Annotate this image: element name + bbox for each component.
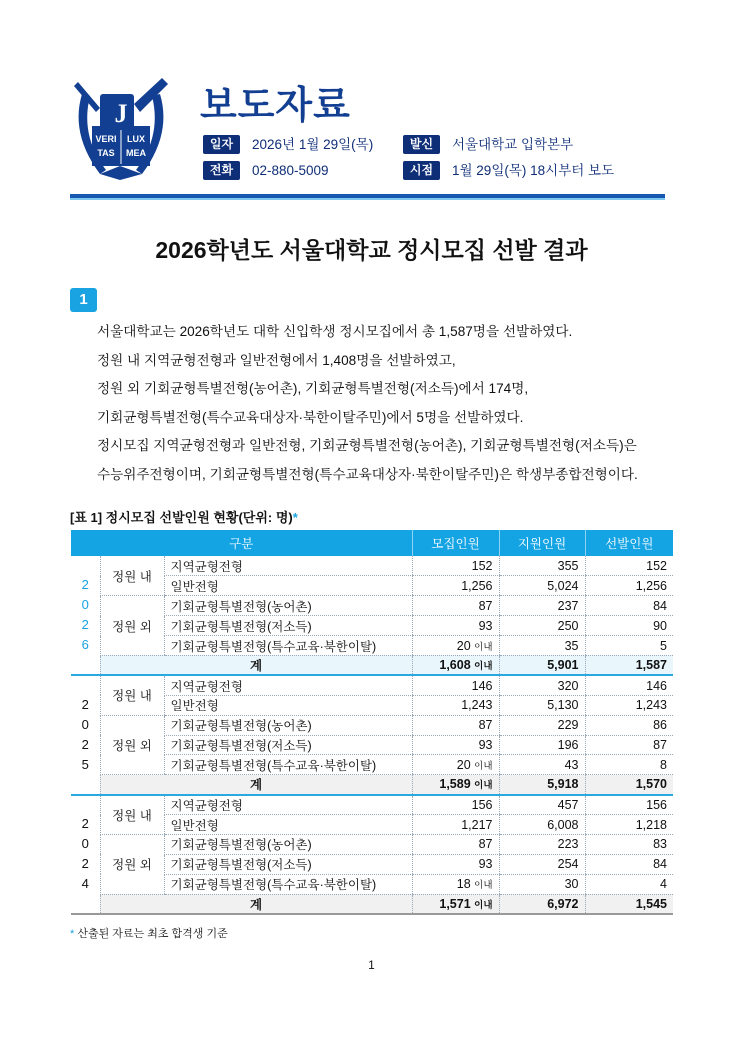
total-row [71, 655, 673, 675]
selected-cell: 8 [585, 755, 673, 775]
applicants-cell: 254 [499, 854, 585, 874]
selected-cell: 1,243 [585, 695, 673, 715]
header-selected: 선발인원 [585, 530, 673, 556]
body-line: 정원 외 기회균형특별전형(농어촌), 기회균형특별전형(저소득)에서 174명, [97, 381, 529, 397]
track-name: 기회균형특별전형(저소득) [164, 616, 412, 636]
total-label: 계 [100, 775, 412, 795]
quota-cell: 1,243 [412, 695, 499, 715]
selected-cell: 146 [585, 675, 673, 695]
selected-cell: 86 [585, 715, 673, 735]
body-line: 기회균형특별전형(특수교육대상자·북한이탈주민)에서 5명을 선발하였다. [97, 409, 524, 425]
applicants-cell: 250 [499, 616, 585, 636]
selected-cell: 90 [585, 616, 673, 636]
total-row [71, 775, 673, 795]
total-quota: 1,571 이내 [412, 894, 499, 914]
selected-cell: 152 [585, 556, 673, 576]
page-number: 1 [368, 958, 375, 972]
applicants-cell: 5,130 [499, 695, 585, 715]
applicants-cell: 237 [499, 596, 585, 616]
applicants-cell: 196 [499, 735, 585, 755]
total-label: 계 [100, 894, 412, 914]
applicants-cell: 43 [499, 755, 585, 775]
footnote [70, 925, 228, 941]
total-row [71, 894, 673, 914]
track-name: 지역균형전형 [164, 795, 412, 815]
track-name: 일반전형 [164, 695, 412, 715]
total-quota: 1,608 이내 [412, 655, 499, 675]
table-row [71, 556, 673, 576]
unit-label: 이내 [474, 880, 493, 892]
svg-text:LUX: LUX [127, 134, 145, 144]
quota-cell: 93 [412, 616, 499, 636]
selected-cell: 1,256 [585, 576, 673, 596]
track-name: 일반전형 [164, 815, 412, 835]
svg-text:MEA: MEA [126, 148, 146, 158]
group-cell: 정원 내 [100, 795, 164, 835]
applicants-cell: 355 [499, 556, 585, 576]
svg-text:TAS: TAS [97, 148, 115, 158]
quota-cell: 93 [412, 854, 499, 874]
track-name: 기회균형특별전형(특수교육·북한이탈) [164, 636, 412, 656]
applicants-cell: 30 [499, 874, 585, 894]
press-release-title: 보도자료 [200, 85, 351, 127]
track-name: 기회균형특별전형(특수교육·북한이탈) [164, 874, 412, 894]
unit-label: 이내 [474, 899, 493, 911]
track-name: 기회균형특별전형(농어촌) [164, 834, 412, 854]
selected-cell: 83 [585, 834, 673, 854]
total-label: 계 [100, 655, 412, 675]
applicants-cell: 6,008 [499, 815, 585, 835]
table-row [71, 834, 673, 854]
group-cell: 정원 내 [100, 675, 164, 715]
applicants-cell: 35 [499, 636, 585, 656]
selected-cell: 5 [585, 636, 673, 656]
total-applicants: 5,918 [499, 775, 585, 795]
track-name: 일반전형 [164, 576, 412, 596]
quota-cell: 87 [412, 834, 499, 854]
group-cell: 정원 외 [100, 715, 164, 775]
quota-cell: 18 이내 [412, 874, 499, 894]
year-cell: 2 0 2 6 [71, 556, 100, 675]
sender-value: 서울대학교 입학본부 [452, 137, 574, 152]
date-value: 2026년 1월 29일(목) [252, 137, 374, 152]
table-row [71, 596, 673, 616]
document-title: 2026학년도 서울대학교 정시모집 선발 결과 [155, 237, 588, 263]
total-selected: 1,570 [585, 775, 673, 795]
date-label: 일자 [203, 135, 240, 154]
total-quota: 1,589 이내 [412, 775, 499, 795]
table-row [71, 675, 673, 695]
total-selected: 1,587 [585, 655, 673, 675]
caption-text: [표 1] 정시모집 선발인원 현황(단위: 명) [70, 510, 293, 525]
quota-cell: 146 [412, 675, 499, 695]
unit-label: 이내 [474, 780, 493, 792]
table-caption [70, 507, 298, 526]
quota-cell: 20 이내 [412, 636, 499, 656]
applicants-cell: 229 [499, 715, 585, 735]
header-applicants: 지원인원 [499, 530, 585, 556]
svg-text:VERI: VERI [95, 134, 117, 144]
track-name: 지역균형전형 [164, 675, 412, 695]
year-cell: 2 0 2 5 [71, 675, 100, 794]
group-cell: 정원 외 [100, 596, 164, 656]
selected-cell: 84 [585, 596, 673, 616]
body-line: 서울대학교는 2026학년도 대학 신입학생 정시모집에서 총 1,587명을 선발하였다. [97, 324, 573, 339]
track-name: 지역균형전형 [164, 556, 412, 576]
body-line: 정시모집 지역균형전형과 일반전형, 기회균형특별전형(농어촌), 기회균형특별전형(저소득)은 [97, 438, 637, 454]
unit-label: 이내 [474, 661, 493, 673]
header-category: 구분 [71, 530, 412, 556]
svg-text:J: J [114, 99, 128, 128]
table-row [71, 715, 673, 735]
group-cell: 정원 외 [100, 834, 164, 894]
selected-cell: 87 [585, 735, 673, 755]
quota-cell: 87 [412, 715, 499, 735]
unit-label: 이내 [474, 641, 493, 653]
table-header-row [71, 530, 673, 556]
sender-label: 발신 [403, 135, 440, 154]
group-cell: 정원 내 [100, 556, 164, 596]
quota-cell: 1,256 [412, 576, 499, 596]
year-cell: 2 0 2 4 [71, 795, 100, 914]
track-name: 기회균형특별전형(저소득) [164, 735, 412, 755]
quota-cell: 87 [412, 596, 499, 616]
quota-cell: 1,217 [412, 815, 499, 835]
track-name: 기회균형특별전형(특수교육·북한이탈) [164, 755, 412, 775]
table-row [71, 795, 673, 815]
snu-logo [70, 74, 172, 182]
section-number-badge: 1 [70, 288, 97, 312]
selection-table [71, 530, 673, 915]
applicants-cell: 457 [499, 795, 585, 815]
total-applicants: 5,901 [499, 655, 585, 675]
quota-cell: 20 이내 [412, 755, 499, 775]
section-body [97, 318, 677, 490]
footnote-text: 산출된 자료는 최초 합격생 기준 [77, 928, 228, 940]
selected-cell: 84 [585, 854, 673, 874]
track-name: 기회균형특별전형(농어촌) [164, 715, 412, 735]
unit-label: 이내 [474, 760, 493, 772]
total-selected: 1,545 [585, 894, 673, 914]
quota-cell: 93 [412, 735, 499, 755]
quota-cell: 156 [412, 795, 499, 815]
applicants-cell: 5,024 [499, 576, 585, 596]
header-quota: 모집인원 [412, 530, 499, 556]
embargo-value: 1월 29일(목) 18시부터 보도 [452, 163, 615, 178]
quota-cell: 152 [412, 556, 499, 576]
track-name: 기회균형특별전형(농어촌) [164, 596, 412, 616]
body-line: 정원 내 지역균형전형과 일반전형에서 1,408명을 선발하였고, [97, 352, 456, 368]
selected-cell: 1,218 [585, 815, 673, 835]
applicants-cell: 320 [499, 675, 585, 695]
phone-value: 02-880-5009 [252, 163, 329, 178]
caption-star: * [292, 510, 298, 525]
embargo-label: 시점 [403, 161, 440, 180]
selected-cell: 156 [585, 795, 673, 815]
applicants-cell: 223 [499, 834, 585, 854]
footnote-star: * [70, 928, 75, 940]
phone-label: 전화 [203, 161, 240, 180]
track-name: 기회균형특별전형(저소득) [164, 854, 412, 874]
selected-cell: 4 [585, 874, 673, 894]
total-applicants: 6,972 [499, 894, 585, 914]
body-line: 수능위주전형이며, 기회균형특별전형(특수교육대상자·북한이탈주민)은 학생부종합전형이다. [97, 466, 638, 482]
header-divider-light [70, 198, 665, 200]
